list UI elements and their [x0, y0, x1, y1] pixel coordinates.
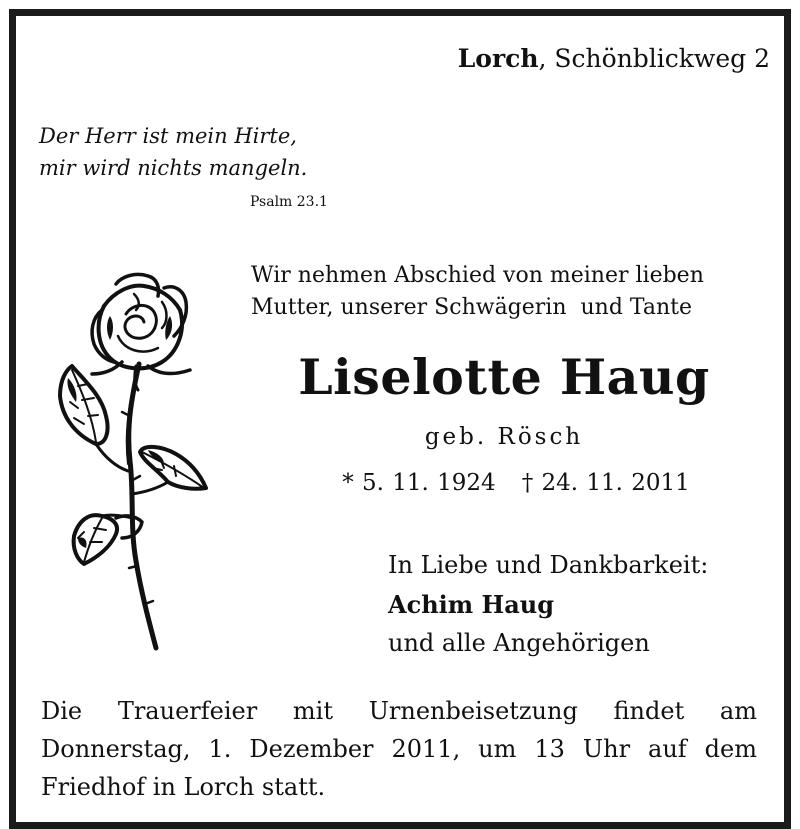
intro-line-2: Mutter, unserer Schwägerin und Tante	[251, 295, 693, 320]
closing-signature	[388, 546, 708, 663]
birth-name: geb. Rösch	[424, 424, 584, 450]
bible-quote-source: Psalm 23.1	[250, 194, 328, 210]
bible-quote-line-2: mir wird nichts mangeln.	[39, 156, 308, 180]
birth-date: * 5. 11. 1924	[342, 470, 496, 496]
life-dates	[296, 470, 736, 496]
signer-name: Achim Haug	[388, 590, 555, 619]
death-date: † 24. 11. 2011	[521, 470, 690, 496]
address	[458, 44, 770, 73]
deceased-name: Liselotte Haug	[298, 348, 710, 406]
intro-line-1: Wir nehmen Abschied von meiner lieben	[251, 263, 704, 288]
rose-illustration-icon	[44, 266, 219, 651]
obituary-frame	[9, 9, 791, 829]
bible-quote	[39, 120, 307, 184]
intro-text	[251, 260, 704, 324]
address-city: Lorch	[457, 44, 539, 73]
address-street: , Schönblickweg 2	[538, 44, 770, 73]
bible-quote-line-1: Der Herr ist mein Hirte,	[39, 124, 297, 148]
funeral-notice: Die Trauerfeier mit Urnenbeisetzung findet am Donnerstag, 1. Dezember 2011, um 13 Uhr auf dem Friedhof in Lorch statt.	[41, 697, 757, 801]
closing-line-1: In Liebe und Dankbarkeit:	[388, 551, 709, 579]
closing-line-3: und alle Angehörigen	[388, 629, 650, 657]
